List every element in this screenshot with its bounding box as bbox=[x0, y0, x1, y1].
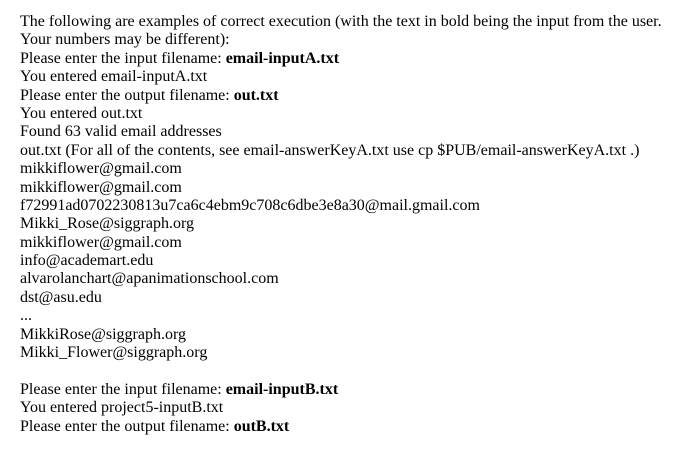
email-line: Mikki_Flower@siggraph.org bbox=[20, 344, 208, 362]
email-line: info@academart.edu bbox=[20, 252, 154, 270]
email-line: mikkiflower@gmail.com bbox=[20, 233, 182, 251]
email-line: Mikki_Rose@siggraph.org bbox=[20, 215, 194, 233]
input-filename-value: email-inputA.txt bbox=[225, 49, 340, 67]
email-line: MikkiRose@siggraph.org bbox=[20, 325, 186, 343]
output-file-note: out.txt (For all of the contents, see email-answerKeyA.txt use cp $PUB/email-answerKeyA.txt .) bbox=[20, 141, 640, 159]
email-line: dst@asu.edu bbox=[20, 288, 102, 306]
email-line: mikkiflower@gmail.com bbox=[20, 160, 182, 178]
input-prompt-label: Please enter the input filename: bbox=[20, 380, 226, 398]
input-filename-value: email-inputB.txt bbox=[225, 380, 339, 398]
ellipsis-line: ... bbox=[20, 307, 32, 325]
output-prompt-label: Please enter the output filename: bbox=[20, 86, 234, 104]
input-echo-line: You entered email-inputA.txt bbox=[20, 68, 208, 86]
email-line: alvarolanchart@apanimationschool.com bbox=[20, 270, 279, 288]
email-line: f72991ad0702230813u7ca6c4ebm9c708c6dbe3e8a30@mail.gmail.com bbox=[20, 196, 480, 214]
output-prompt-line bbox=[20, 87, 662, 105]
input-echo-line: You entered project5-inputB.txt bbox=[20, 399, 224, 417]
found-count-line: Found 63 valid email addresses bbox=[20, 123, 222, 141]
input-prompt-label: Please enter the input filename: bbox=[20, 49, 226, 67]
intro-line: The following are examples of correct execution (with the text in bold being the input from the user. bbox=[20, 13, 662, 30]
output-prompt-line bbox=[20, 418, 662, 436]
input-prompt-line bbox=[20, 381, 662, 399]
email-line: mikkiflower@gmail.com bbox=[20, 178, 182, 196]
output-prompt-label: Please enter the output filename: bbox=[20, 417, 234, 435]
input-prompt-line bbox=[20, 50, 662, 68]
document-body bbox=[20, 13, 662, 436]
intro-line: Your numbers may be different): bbox=[20, 31, 230, 49]
blank-line bbox=[20, 362, 662, 380]
output-filename-value: out.txt bbox=[233, 86, 279, 104]
output-filename-value: outB.txt bbox=[233, 417, 290, 435]
output-echo-line: You entered out.txt bbox=[20, 104, 143, 122]
